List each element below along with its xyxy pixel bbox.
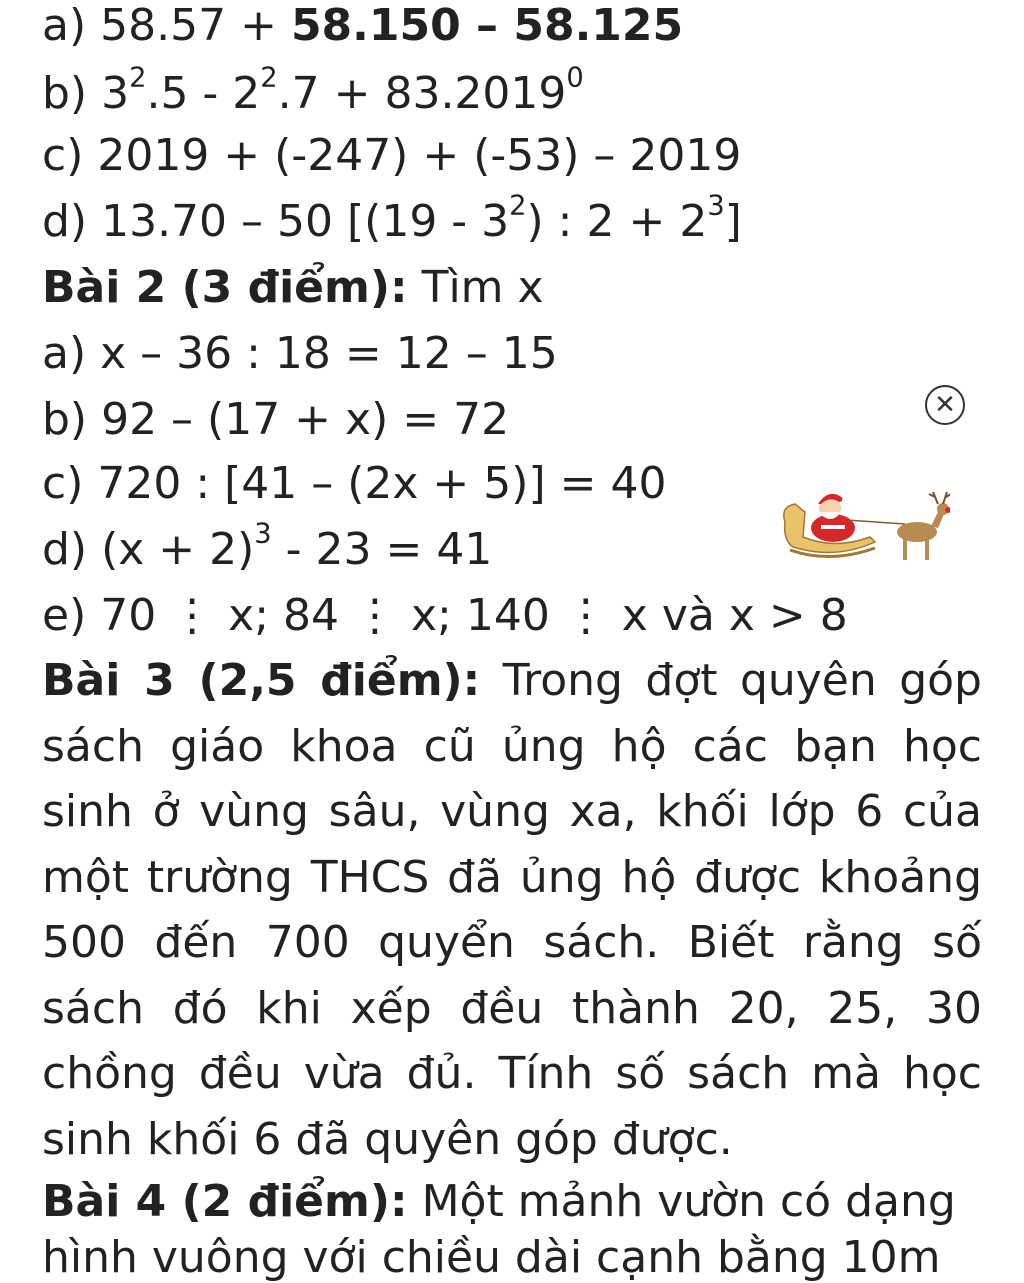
bai1-d: d) 13.70 – 50 [$(19 - 3^2)$ : $2 + 2^3$] — [42, 190, 742, 247]
bai2-b: b) 92 – (17 + x) = 72 — [42, 394, 510, 445]
close-circle-icon[interactable]: ✕ — [925, 385, 965, 425]
bai4-heading: Bài 4 (2 điểm): Một mảnh vườn có dạng — [42, 1176, 956, 1227]
bai4-cut-line: hình vuông với chiều dài cạnh bằng 10m — [42, 1232, 941, 1283]
bai2-heading: Bài 2 (3 điểm): Tìm x — [42, 262, 544, 313]
bai2-c: c) 720 : [41 – (2x + 5)] = 40 — [42, 458, 667, 509]
bai1-a: a) 58.57 + 58.150 – 58.125 — [42, 0, 684, 51]
bai2-a: a) x – 36 : 18 = 12 – 15 — [42, 328, 558, 379]
santa-sleigh-reindeer-icon[interactable] — [775, 482, 950, 572]
bai1-b: b) $3^2.5 - 2^2.7 + 83.2019^0$ — [42, 62, 584, 119]
bai2-e: e) 70 ⋮ x; 84 ⋮ x; 140 ⋮ x và x > 8 — [42, 590, 848, 641]
bai2-d: d) $(x + 2)^3 - 23 = 41$ — [42, 518, 493, 575]
bai3-paragraph: Bài 3 (2,5 điểm): Trong đợt quyên góp sách giáo khoa cũ ủng hộ các bạn học sinh ở vùng sâu, vùng xa, khối lớp 6 của một trường THCS đã ủng hộ được khoảng 500 đến 700 quyển sách. Biết rằng số sách đó khi xếp đều thành 20, 25, 30 chồng đều vừa đủ. Tính số sách mà học sinh khối 6 đã quyên góp được. — [42, 655, 982, 1165]
bai1-c: c) 2019 + (-247) + (-53) – 2019 — [42, 130, 742, 181]
